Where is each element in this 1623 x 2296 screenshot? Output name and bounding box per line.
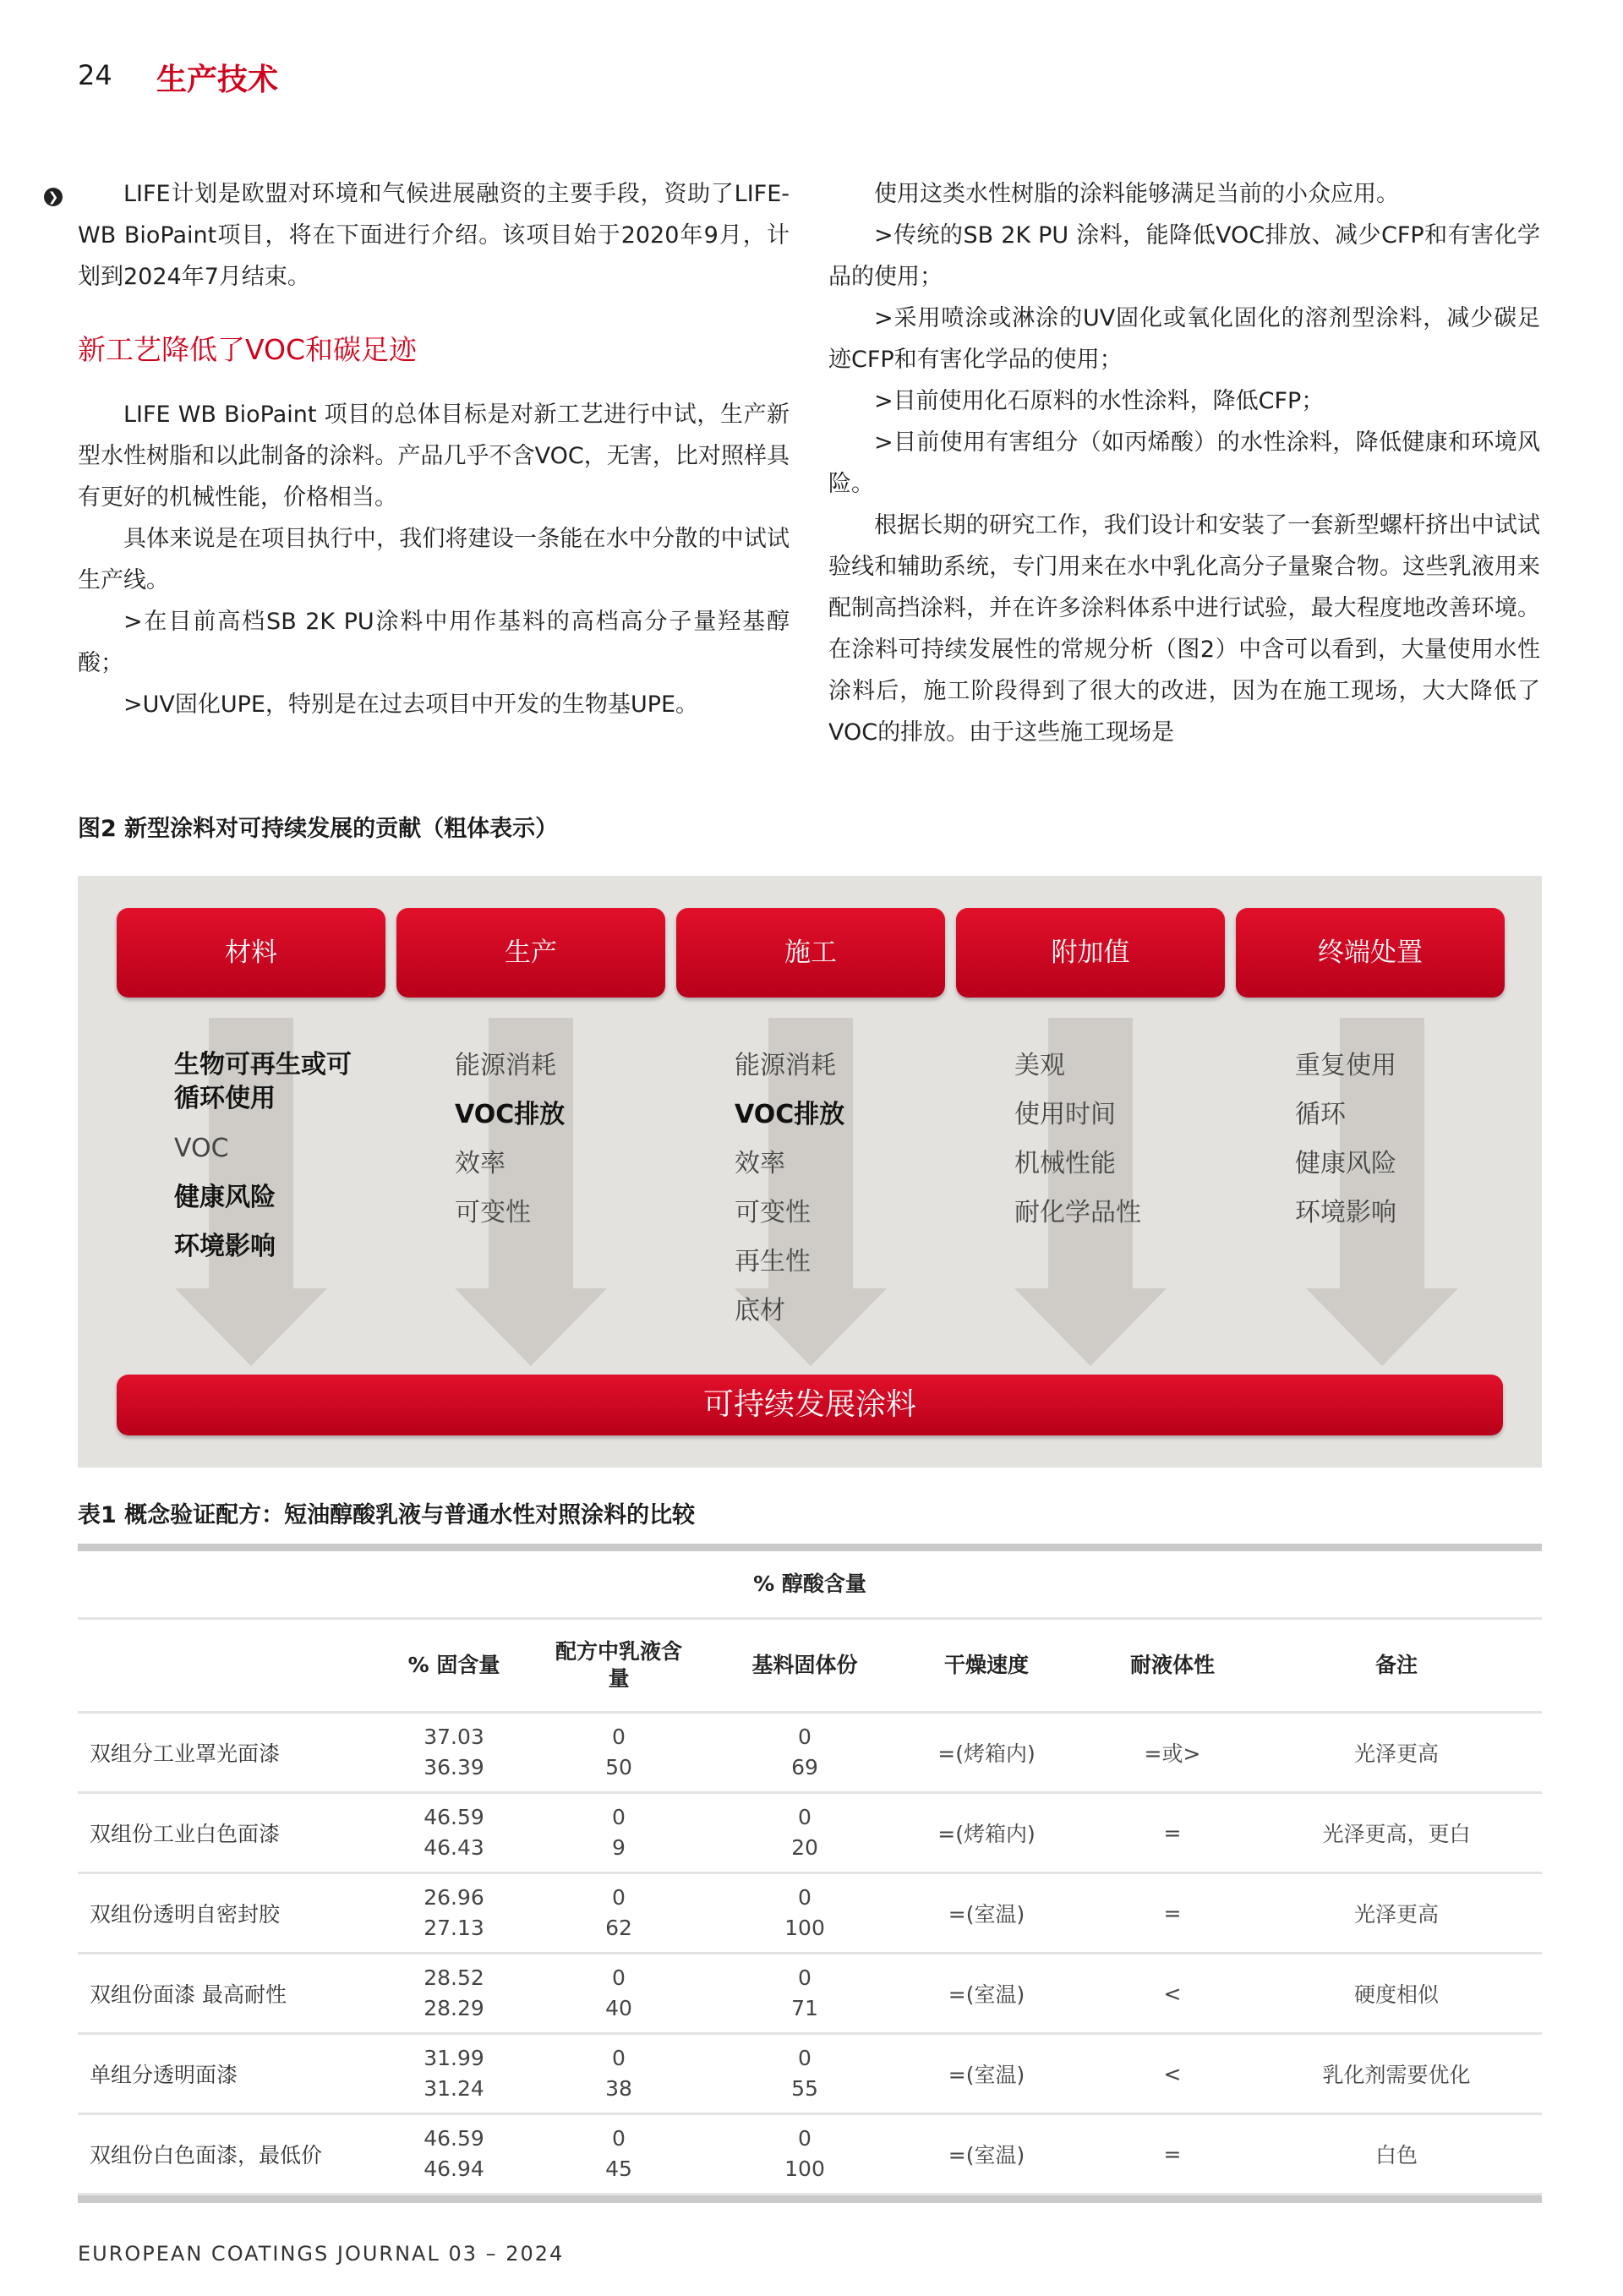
row-name: 双组份工业白色面漆 [90, 1822, 281, 1846]
column-header: 基料固体份 [751, 1653, 858, 1677]
cell-value: 46.43 [424, 1835, 484, 1860]
value-pair [605, 1963, 632, 2024]
value-pair [605, 1722, 632, 1783]
bullet-paragraph: >传统的SB 2K PU 涂料，能降低VOC排放、减少CFP和有害化学品的使用； [828, 222, 1540, 290]
table-cell-solids [369, 1954, 538, 2032]
section-title: 生产技术 [156, 63, 279, 97]
intro-paragraph: LIFE计划是欧盟对环境和气候进展融资的主要手段，资助了LIFE-WB BioPaint项目，将在下面进行介绍。该项目始于2020年9月，计划到2024年7月结束。 [78, 181, 790, 290]
cell-value: 31.24 [424, 2076, 484, 2101]
table-cell-dry: =(室温) [948, 2143, 1025, 2168]
category-items [455, 1041, 675, 1238]
cell-value: 20 [791, 1835, 818, 1860]
value-pair [791, 2043, 818, 2104]
row-name: 单组分透明面漆 [90, 2063, 238, 2087]
bullet-paragraph: >在目前高档SB 2K PU涂料中用作基料的高档高分子量羟基醇酸； [78, 609, 790, 676]
table-cell-emulsion [555, 1874, 682, 1952]
table-cell-emulsion [555, 1714, 682, 1791]
diagram-item: 底材 [735, 1296, 785, 1326]
table-cell-note: 光泽更高 [1353, 1741, 1439, 1766]
value-pair [612, 1802, 626, 1863]
table-cell-emulsion [555, 2035, 682, 2113]
figure-caption: 图2 新型涂料对可持续发展的贡献（粗体表示） [78, 816, 559, 842]
left-column [78, 173, 790, 725]
category-box: 终端处置 [1236, 908, 1505, 998]
cell-value: 71 [791, 1996, 818, 2020]
bullet-paragraph: >目前使用有害组分（如丙烯酸）的水性涂料，降低健康和环境风险。 [828, 429, 1540, 497]
column-header: 配方中乳液含量 [555, 1639, 683, 1691]
diagram-item: VOC [174, 1134, 229, 1163]
table-cell-resist: = [1163, 1900, 1182, 1926]
table-row [78, 2035, 1542, 2115]
table-cell-resist: = [1163, 2141, 1182, 2167]
value-pair [424, 2124, 484, 2184]
category-box: 施工 [676, 908, 945, 998]
category-items [1014, 1041, 1234, 1238]
table-cell-note: 乳化剂需要优化 [1322, 2063, 1471, 2087]
table-bottom-rule [78, 2195, 1542, 2203]
diagram-item: 效率 [735, 1149, 785, 1178]
value-pair [605, 2043, 632, 2104]
cell-value: 0 [798, 1885, 812, 1910]
diagram-item: 能源消耗 [735, 1051, 836, 1080]
cell-value: 46.94 [424, 2157, 484, 2181]
diagram-item: 健康风险 [174, 1183, 276, 1212]
cell-value: 0 [612, 2126, 626, 2151]
table-cell-resist: =或> [1144, 1741, 1201, 1766]
diagram-item: 可变性 [735, 1198, 811, 1227]
table-cell-note: 硬度相似 [1353, 1982, 1439, 2007]
table-cell-resist: = [1163, 1820, 1182, 1845]
diagram-item: 重复使用 [1295, 1051, 1396, 1080]
cell-value: 37.03 [424, 1725, 484, 1749]
diagram-item: 美观 [1014, 1051, 1065, 1080]
cell-value: 28.29 [424, 1996, 484, 2020]
subheading: 新工艺降低了VOC和碳足迹 [78, 333, 418, 366]
column-header: 备注 [1374, 1653, 1418, 1677]
table-row [78, 1954, 1542, 2035]
sustainability-diagram [78, 876, 1542, 1468]
table-cell-dry: =(室温) [948, 2063, 1025, 2087]
value-pair [424, 2043, 484, 2104]
cell-value: 69 [791, 1755, 818, 1779]
diagram-item: 生物可再生或可循环使用 [174, 1050, 352, 1113]
diagram-item: 能源消耗 [455, 1051, 556, 1080]
value-pair [605, 1883, 632, 1943]
cell-value: 31.99 [424, 2046, 484, 2070]
table-cell-solids [369, 2115, 538, 2193]
table-cell-note: 光泽更高 [1353, 1902, 1439, 1927]
cell-value: 55 [791, 2076, 818, 2101]
diagram-item: 使用时间 [1014, 1100, 1116, 1129]
diagram-item: 机械性能 [1014, 1149, 1116, 1178]
table-cell-emulsion [555, 1794, 682, 1872]
table-cell-resist: < [1163, 1981, 1182, 2006]
cell-value: 27.13 [424, 1916, 484, 1940]
diagram-item: 循环 [1295, 1100, 1346, 1129]
cell-value: 46.59 [424, 2126, 484, 2151]
table-group-header: % 醇酸含量 [78, 1551, 1542, 1620]
paragraph: LIFE WB BioPaint 项目的总体目标是对新工艺进行中试，生产新型水性树脂和以此制备的涂料。产品几乎不含VOC，无害，比对照样具有更好的机械性能，价格相当。 [78, 402, 790, 511]
cell-value: 50 [605, 1755, 632, 1779]
paragraph: 根据长期的研究工作，我们设计和安装了一套新型螺杆挤出中试试验线和辅助系统，专门用来在水中乳化高分子量聚合物。这些乳液用来配制高挡涂料，并在许多涂料体系中进行试验，最大程度地改善环境。在涂料可持续发展性的常规分析（图2）中含可以看到，大量使用水性涂料后，施工阶段得到了很大的改进，因为在施工现场，大大降低了VOC的排放。由于这些施工现场是 [828, 512, 1540, 746]
table-cell-binder [720, 2035, 889, 2113]
table-cell-binder [720, 1874, 889, 1952]
page-number: 24 [78, 59, 112, 91]
cell-value: 0 [798, 1725, 812, 1749]
table-cell-note: 白色 [1374, 2143, 1418, 2168]
table-cell-dry: =(室温) [948, 1982, 1025, 2007]
cell-value: 40 [605, 1996, 632, 2020]
column-header [78, 1620, 369, 1711]
cell-value: 100 [784, 2157, 825, 2181]
value-pair [791, 1802, 818, 1863]
table-cell-emulsion [555, 2115, 682, 2193]
row-name: 双组份透明自密封胶 [90, 1902, 281, 1927]
bullet-paragraph: >采用喷涂或淋涂的UV固化或氧化固化的溶剂型涂料，减少碳足迹CFP和有害化学品的使用； [828, 305, 1540, 373]
table-cell-resist: < [1163, 2061, 1182, 2086]
footer-publication: EUROPEAN COATINGS JOURNAL 03 – 2024 [78, 2242, 565, 2266]
cell-value: 26.96 [424, 1885, 484, 1910]
column-header: 耐液体性 [1129, 1653, 1215, 1677]
table-cell-binder [720, 1794, 889, 1872]
table-cell-dry: =(室温) [948, 1902, 1025, 1927]
table-cell-binder [720, 1954, 889, 2032]
table-cell-solids [369, 1874, 538, 1952]
value-pair [791, 1722, 818, 1783]
table-cell-solids [369, 1714, 538, 1791]
value-pair [424, 1722, 484, 1783]
table-caption: 表1 概念验证配方：短油醇酸乳液与普通水性对照涂料的比较 [78, 1502, 696, 1528]
table-top-rule [78, 1544, 1542, 1551]
diagram-item: 环境影响 [1295, 1198, 1396, 1227]
table-cell-binder [720, 1714, 889, 1791]
column-header: % 固含量 [407, 1653, 500, 1677]
cell-value: 36.39 [424, 1755, 484, 1779]
value-pair [784, 2124, 825, 2184]
paragraph: 具体来说是在项目执行中，我们将建设一条能在水中分散的中试试生产线。 [78, 526, 790, 593]
value-pair [424, 1963, 484, 2024]
diagram-item: 效率 [455, 1149, 505, 1178]
value-pair [424, 1802, 484, 1863]
diagram-item: 健康风险 [1295, 1149, 1396, 1178]
cell-value: 100 [784, 1916, 825, 1940]
comparison-table [78, 1544, 1542, 2203]
cell-value: 0 [798, 2126, 812, 2151]
table-cell-dry: =(烤箱内) [937, 1822, 1036, 1846]
cell-value: 38 [605, 2076, 632, 2101]
category-box: 生产 [396, 908, 665, 998]
paragraph: 使用这类水性树脂的涂料能够满足当前的小众应用。 [874, 181, 1399, 207]
cell-value: 0 [612, 1725, 626, 1749]
value-pair [791, 1963, 818, 2024]
diagram-item: 可变性 [455, 1198, 531, 1227]
bullet-paragraph: >目前使用化石原料的水性涂料，降低CFP； [874, 388, 1325, 414]
category-box: 附加值 [956, 908, 1225, 998]
bullet-paragraph: >UV固化UPE，特别是在过去项目中开发的生物基UPE。 [123, 692, 699, 718]
row-name: 双组份白色面漆，最低价 [90, 2143, 323, 2168]
cell-value: 45 [605, 2157, 632, 2181]
arrow-right-icon: ❯ [44, 188, 63, 206]
cell-value: 0 [798, 1805, 812, 1829]
table-cell-note: 光泽更高，更白 [1322, 1822, 1471, 1846]
diagram-item: VOC排放 [455, 1100, 566, 1129]
category-items [1295, 1041, 1515, 1238]
table-row [78, 1874, 1542, 1954]
value-pair [784, 1883, 825, 1943]
sustainable-coatings-bar: 可持续发展涂料 [117, 1375, 1503, 1435]
cell-value: 0 [798, 2046, 812, 2070]
table-cell-binder [720, 2115, 889, 2193]
cell-value: 62 [605, 1916, 632, 1940]
value-pair [424, 1883, 484, 1943]
value-pair [605, 2124, 632, 2184]
cell-value: 0 [612, 1965, 626, 1990]
diagram-item: 环境影响 [174, 1232, 276, 1261]
cell-value: 46.59 [424, 1805, 484, 1829]
table-cell-solids [369, 1794, 538, 1872]
table-row [78, 2115, 1542, 2195]
diagram-item: 再生性 [735, 1247, 811, 1276]
table-row [78, 1714, 1542, 1794]
row-name: 双组份面漆 最高耐性 [90, 1982, 287, 2007]
table-cell-solids [369, 2035, 538, 2113]
category-items [735, 1041, 954, 1336]
table-cell-emulsion [555, 1954, 682, 2032]
cell-value: 0 [798, 1965, 812, 1990]
category-box: 材料 [117, 908, 385, 998]
diagram-item: 耐化学品性 [1014, 1198, 1141, 1227]
table-cell-dry: =(烤箱内) [937, 1741, 1036, 1766]
cell-value: 28.52 [424, 1965, 484, 1990]
cell-value: 0 [612, 1805, 626, 1829]
table-body [78, 1714, 1542, 2195]
table-header-row [78, 1620, 1542, 1714]
right-column [828, 173, 1540, 753]
cell-value: 9 [612, 1835, 626, 1860]
diagram-item: VOC排放 [735, 1100, 845, 1129]
category-items [174, 1041, 369, 1271]
cell-value: 0 [612, 1885, 626, 1910]
row-name: 双组分工业罩光面漆 [90, 1741, 281, 1766]
cell-value: 0 [612, 2046, 626, 2070]
column-header: 干燥速度 [943, 1653, 1029, 1677]
table-row [78, 1794, 1542, 1874]
